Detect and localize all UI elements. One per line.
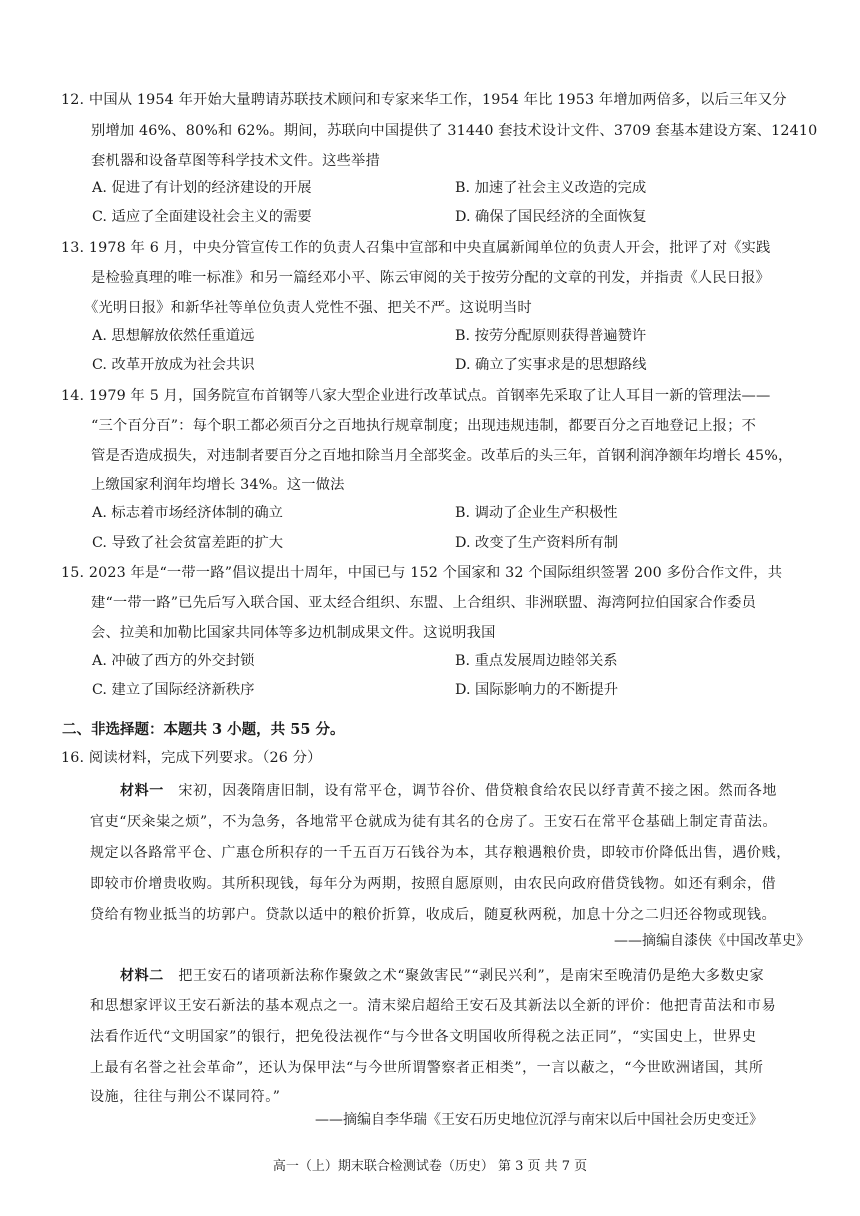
option-13-c: C. 改革开放成为社会共识 <box>92 357 255 373</box>
option-15-c: C. 建立了国际经济新秩序 <box>92 682 255 698</box>
question-12-line-1: 12. 中国从 1954 年开始大量聘请苏联技术顾问和专家来华工作，1954 年比 1953 年增加两倍多，以后三年又分 <box>61 92 787 108</box>
option-14-c: C. 导致了社会贫富差距的扩大 <box>92 535 284 551</box>
material-1-line-4: 即较市价增贵收购。其所积现钱，每年分为两期，按照自愿原则，由农民向政府借贷钱物。如还有剩余，借 <box>90 876 777 892</box>
material-2-line-4: 上最有名誉之社会革命”，还认为保甲法“与今世所谓警察者正相类”，一言以蔽之，“今世欧洲诸国，其所 <box>90 1060 764 1076</box>
option-15-d: D. 国际影响力的不断提升 <box>455 682 619 698</box>
material-1-first-line <box>120 781 777 801</box>
question-14-line-4: 上缴国家利润年均增长 34%。这一做法 <box>91 477 345 493</box>
material-1-line-5: 贷给有物业抵当的坊郭户。贷款以适中的粮价折算，收成后，随夏秋两税，加息十分之二归还谷物或现钱。 <box>90 907 777 923</box>
material-2-line-2: 和思想家评议王安石新法的基本观点之一。清末梁启超给王安石及其新法以全新的评价：他把青苗法和市易 <box>90 998 777 1014</box>
question-16-stem: 16. 阅读材料，完成下列要求。（26 分） <box>61 750 322 766</box>
option-14-a: A. 标志着市场经济体制的确立 <box>92 505 283 521</box>
option-12-b: B. 加速了社会主义改造的完成 <box>455 180 647 196</box>
material-1-first-text: 宋初，因袭隋唐旧制，设有常平仓，调节谷价、借贷粮食给农民以纾青黄不接之困。然而各地 <box>163 783 778 799</box>
option-13-d: D. 确立了实事求是的思想路线 <box>455 357 647 373</box>
question-15-line-2: 建“一带一路”已先后写入联合国、亚太经合组织、东盟、上合组织、非洲联盟、海湾阿拉伯国家合作委员 <box>91 595 757 611</box>
material-2-line-5: 设施，往往与荆公不谋同符。” <box>90 1089 281 1105</box>
option-13-a: A. 思想解放依然任重道远 <box>92 328 255 344</box>
question-12-line-3: 套机器和设备草图等科学技术文件。这些举措 <box>91 153 380 169</box>
option-15-b: B. 重点发展周边睦邻关系 <box>455 653 618 669</box>
material-2-label: 材料二 <box>120 968 164 984</box>
question-14-line-2: “三个百分百”：每个职工都必须百分之百地执行规章制度；出现违规违制，都要百分之百地登记上报；不 <box>91 418 757 434</box>
option-15-a: A. 冲破了西方的外交封锁 <box>92 653 255 669</box>
question-13-line-3: 《光明日报》和新华社等单位负责人党性不强、把关不严。这说明当时 <box>84 300 532 316</box>
question-14-line-3: 管是否造成损失，对违制者要百分之百地扣除当月全部奖金。改革后的头三年，首钢利润净额年均增长 45%， <box>91 448 793 464</box>
material-1-line-2: 官吏“厌籴粜之烦”，不为急务，各地常平仓就成为徒有其名的仓房了。王安石在常平仓基础上制定青苗法。 <box>90 814 778 830</box>
question-12-line-2: 别增加 46%、80%和 62%。期间，苏联向中国提供了 31440 套技术设计文件、3709 套基本建设方案、12410 <box>91 123 818 139</box>
question-14-line-1: 14. 1979 年 5 月，国务院宣布首钢等八家大型企业进行改革试点。首钢率先采取了让人耳目一新的管理法—— <box>61 388 771 404</box>
page-footer: 高一（上）期末联合检测试卷（历史） 第 3 页 共 7 页 <box>272 1159 588 1174</box>
option-14-b: B. 调动了企业生产积极性 <box>455 505 618 521</box>
material-2-line-3: 法看作近代“文明国家”的银行，把免役法视作“与今世各文明国收所得税之法正同”，“实国史上，世界史 <box>90 1029 757 1045</box>
option-12-d: D. 确保了国民经济的全面恢复 <box>455 209 647 225</box>
material-2-first-text: 把王安石的诸项新法称作聚敛之术“聚敛害民”“剥民兴利”，是南宋至晚清仍是绝大多数史家 <box>163 968 765 984</box>
section-2-heading: 二、非选择题：本题共 3 小题，共 55 分。 <box>62 721 345 738</box>
question-13-line-2: 是检验真理的唯一标准》和另一篇经邓小平、陈云审阅的关于按劳分配的文章的刊发，并指责《人民日报》 <box>91 270 770 286</box>
option-12-c: C. 适应了全面建设社会主义的需要 <box>92 209 312 225</box>
material-2-source: ——摘编自李华瑞《王安石历史地位沉浮与南宋以后中国社会历史变迁》 <box>315 1112 763 1128</box>
question-15-line-3: 会、拉美和加勒比国家共同体等多边机制成果文件。这说明我国 <box>91 625 496 641</box>
question-15-line-1: 15. 2023 年是“一带一路”倡议提出十周年，中国已与 152 个国家和 32 个国际组织签署 200 多份合作文件，共 <box>61 565 783 581</box>
option-14-d: D. 改变了生产资料所有制 <box>455 535 619 551</box>
material-1-source: ——摘编自漆侠《中国改革史》 <box>614 933 810 949</box>
material-1-label: 材料一 <box>120 783 164 799</box>
option-13-b: B. 按劳分配原则获得普遍赞许 <box>455 328 647 344</box>
material-2-first-line <box>120 966 764 986</box>
material-1-line-3: 规定以各路常平仓、广惠仓所积存的一千五百万石钱谷为本，其存粮遇粮价贵，即较市价降低出售，遇价贱， <box>90 845 791 861</box>
option-12-a: A. 促进了有计划的经济建设的开展 <box>92 180 312 196</box>
question-13-line-1: 13. 1978 年 6 月，中央分管宣传工作的负责人召集中宣部和中央直属新闻单位的负责人开会，批评了对《实践 <box>61 240 771 256</box>
